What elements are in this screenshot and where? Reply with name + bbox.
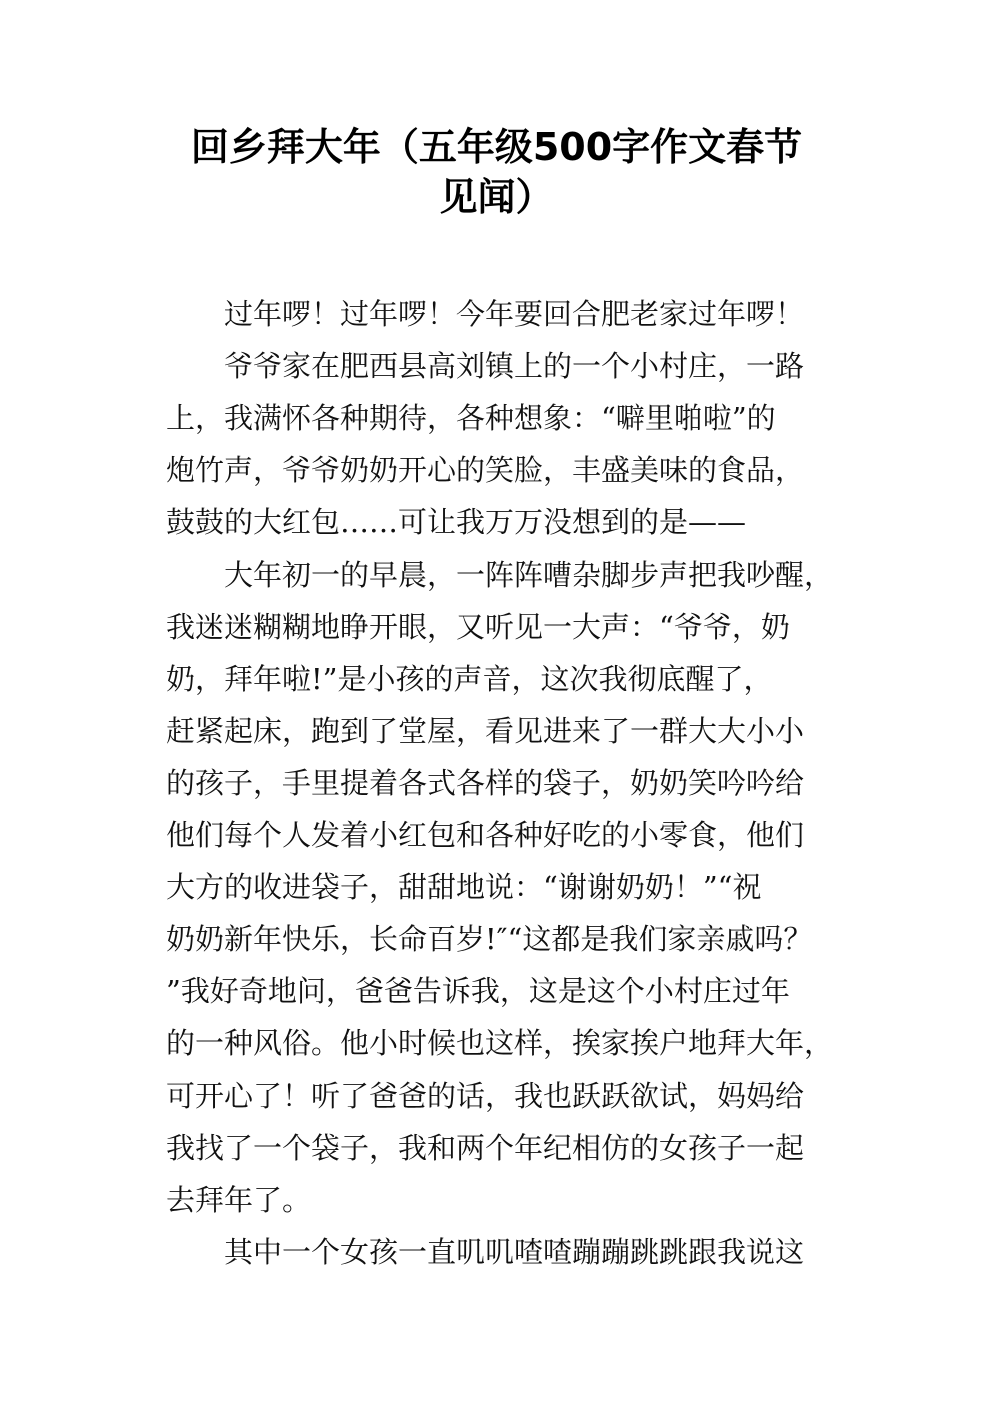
title-line-1: 回乡拜大年（五年级500字作文春节	[190, 125, 803, 169]
body-line: 奶，拜年啦!”是小孩的声音，这次我彻底醒了，	[166, 661, 773, 696]
body-line: 他们每个人发着小红包和各种好吃的小零食，他们	[166, 818, 805, 852]
body-line: 可开心了！听了爸爸的话，我也跃跃欲试，妈妈给	[166, 1078, 805, 1113]
body-line: 大方的收进袋子，甜甜地说：“谢谢奶奶！”“祝	[166, 870, 762, 905]
body-line: 大年初一的早晨，一阵阵嘈杂脚步声把我吵醒，	[224, 557, 834, 592]
body-line: 其中一个女孩一直叽叽喳喳蹦蹦跳跳跟我说这	[224, 1234, 805, 1269]
body-line: 我找了一个袋子，我和两个年纪相仿的女孩子一起	[166, 1130, 805, 1165]
document-title	[120, 122, 873, 222]
body-line: 炮竹声，爷爷奶奶开心的笑脸，丰盛美味的食品，	[166, 453, 805, 488]
body-line: 爷爷家在肥西县高刘镇上的一个小村庄，一路	[224, 349, 805, 384]
body-line: 上，我满怀各种期待，各种想象：“噼里啪啦”的	[166, 401, 776, 436]
body-line: 的孩子，手里提着各式各样的袋子，奶奶笑吟吟给	[166, 765, 805, 800]
title-line-2: 见闻）	[439, 175, 554, 219]
body-line: 鼓鼓的大红包……可让我万万没想到的是——	[166, 505, 747, 540]
body-line: 我迷迷糊糊地睁开眼，又听见一大声：“爷爷，奶	[166, 609, 790, 644]
body-line: 赶紧起床，跑到了堂屋，看见进来了一群大大小小	[166, 713, 805, 748]
body-line: ”我好奇地问，爸爸告诉我，这是这个小村庄过年	[166, 974, 790, 1009]
body-line: 过年啰！过年啰！今年要回合肥老家过年啰！	[224, 297, 805, 331]
body-line: 去拜年了。	[166, 1182, 312, 1217]
body-line: 奶奶新年快乐，长命百岁!″“这都是我们家亲戚吗？	[166, 922, 813, 957]
body-line: 的一种风俗。他小时候也这样，挨家挨户地拜大年，	[166, 1026, 834, 1061]
